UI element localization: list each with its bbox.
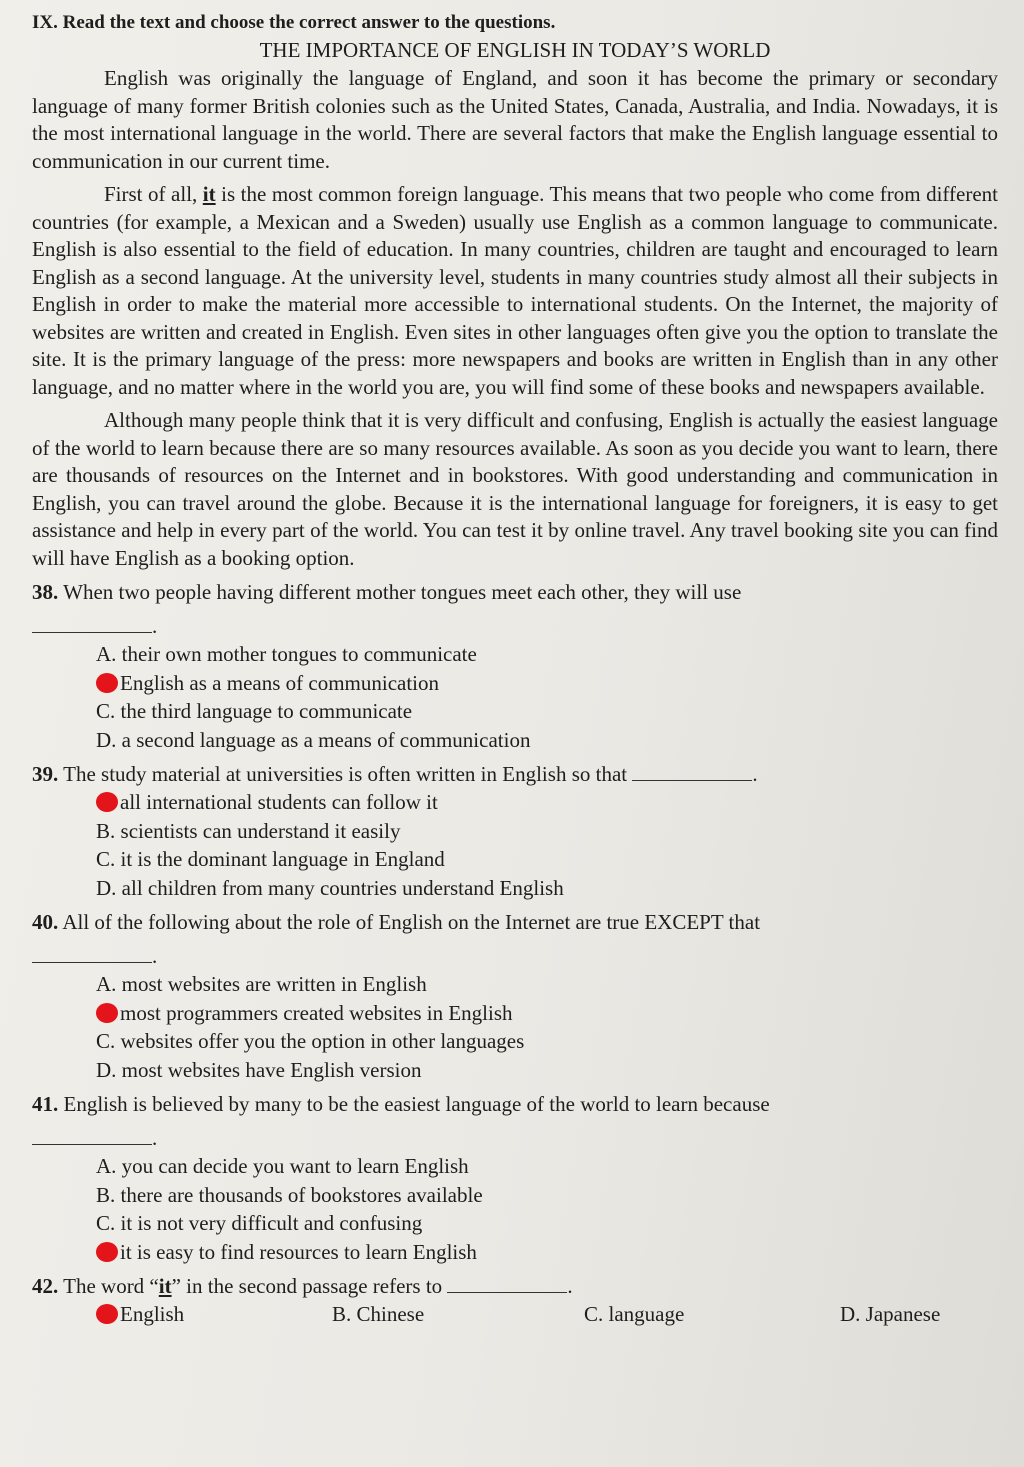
question-40-stem: [32, 908, 998, 936]
question-number: 38.: [32, 580, 59, 604]
question-40-options: [32, 970, 998, 1084]
option-d[interactable]: D. a second language as a means of communication: [96, 727, 531, 752]
option-a[interactable]: A. their own mother tongues to communicate: [96, 642, 477, 666]
question-40: 40. All of the following about the role of English on the Internet are true EXCEPT that . A. most websites are written in English most programmers created websites in English C. websites offer you the option in other languages D. most websites have English version: [32, 908, 998, 1084]
question-39-stem: 39. The study material at universities is often written in English so that .: [32, 762, 758, 786]
option-d[interactable]: D. Japanese: [840, 1302, 941, 1326]
option-a[interactable]: all international students can follow it: [96, 788, 998, 817]
answer-blank: [632, 762, 752, 781]
question-38-stem: [32, 578, 998, 606]
option-c[interactable]: C. it is not very difficult and confusing: [96, 1211, 423, 1235]
question-42-options: [32, 1300, 998, 1329]
option-c[interactable]: C. the third language to communicate: [96, 699, 413, 723]
question-number: 41.: [32, 1092, 59, 1116]
answer-blank: [32, 944, 152, 963]
option-a[interactable]: English: [96, 1300, 332, 1329]
option-c[interactable]: C. language: [584, 1302, 685, 1326]
question-42: [32, 1272, 998, 1329]
p2-body: is the most common foreign language. This means that two people who come from different countries (for example, a Mexican and a Sweden) usually use English as a common language to communicate. English is also essential to the field of education. In many countries, children are taught and encouraged to learn English as a second language. At the university level, students in many countries study almost all their subjects in English in order to make the material more accessible to international students. On the Internet, the majority of websites are written and created in English. Even sites in other languages often give you the option to translate the site. It is the primary language of the press: more newspapers and books are written in English than in any other language, and no matter where in the world you are, you will find some of these books and newspapers available.: [32, 182, 998, 399]
passage-paragraph-1: English was originally the language of England, and soon it has become the primary or secondary language of many former British colonies such as the United States, Canada, Australia, and India. Nowadays, it is the most international language in the world. There are several factors that make the English language essential to communication in our current time.: [32, 66, 998, 173]
option-d[interactable]: D. all children from many countries understand English: [96, 875, 564, 900]
answer-mark-dot: [96, 673, 118, 693]
question-41-stem: [32, 1090, 998, 1118]
passage-paragraph-2: [32, 181, 998, 401]
question-number: 39.: [32, 762, 59, 786]
question-number: 42.: [32, 1274, 59, 1298]
option-d[interactable]: D. most websites have English version: [96, 1057, 422, 1082]
option-a[interactable]: A. most websites are written in English: [96, 972, 427, 996]
referent-word-it: it: [158, 1274, 172, 1298]
passage-title: THE IMPORTANCE OF ENGLISH IN TODAY’S WORLD: [259, 38, 771, 62]
option-d[interactable]: it is easy to find resources to learn English: [96, 1238, 998, 1267]
passage-paragraph-3: Although many people think that it is very difficult and confusing, English is actually the easiest language of the world to learn because there are so many resources available. As soon as you decide you want to learn, there are thousands of resources on the Internet and in bookstores. With good understanding and communication in English, you can travel around the globe. Because it is the international language for foreigners, it is easy to get assistance and help in every part of the world. You can test it by online travel. Any travel booking site you can find will have English as a booking option.: [32, 408, 998, 570]
option-b[interactable]: B. Chinese: [332, 1302, 425, 1326]
option-b[interactable]: B. there are thousands of bookstores available: [96, 1182, 483, 1207]
answer-mark-dot: [96, 792, 118, 812]
answer-mark-dot: [96, 1003, 118, 1023]
option-b[interactable]: B. scientists can understand it easily: [96, 818, 401, 843]
question-38: 38. When two people having different mother tongues meet each other, they will use . A. their own mother tongues to communicate English as a means of communication C. the third language to communicate D. a second language as a means of communication: [32, 578, 998, 754]
answer-mark-dot: [96, 1304, 118, 1324]
referent-word-it: it: [202, 182, 216, 206]
option-b[interactable]: most programmers created websites in English: [96, 999, 998, 1028]
answer-blank: [32, 614, 152, 633]
question-text: When two people having different mother tongues meet each other, they will use: [63, 580, 742, 604]
question-39: [32, 760, 998, 902]
question-41-options: [32, 1152, 998, 1266]
question-text: All of the following about the role of English on the Internet are true EXCEPT that: [62, 910, 761, 934]
answer-mark-dot: [96, 1242, 118, 1262]
question-39-options: [32, 788, 998, 902]
option-c[interactable]: C. websites offer you the option in other languages: [96, 1029, 525, 1053]
section-heading: IX. Read the text and choose the correct answer to the questions.: [32, 12, 556, 33]
question-42-stem: 42. The word “it” in the second passage refers to .: [32, 1274, 573, 1298]
option-a[interactable]: A. you can decide you want to learn English: [96, 1154, 469, 1178]
answer-blank: [447, 1274, 567, 1293]
option-b[interactable]: English as a means of communication: [96, 669, 998, 698]
p2-lead: First of all,: [104, 182, 203, 206]
question-text: English is believed by many to be the easiest language of the world to learn because: [63, 1092, 770, 1116]
option-c[interactable]: C. it is the dominant language in England: [96, 847, 445, 871]
question-text: The study material at universities is often written in English so that: [63, 762, 628, 786]
answer-blank: [32, 1126, 152, 1145]
question-41: 41. English is believed by many to be the easiest language of the world to learn because . A. you can decide you want to learn English B. there are thousands of bookstores available C. it is not very difficult and confusing it is easy to find resources to learn English: [32, 1090, 998, 1266]
question-number: 40.: [32, 910, 59, 934]
question-38-options: [32, 640, 998, 754]
